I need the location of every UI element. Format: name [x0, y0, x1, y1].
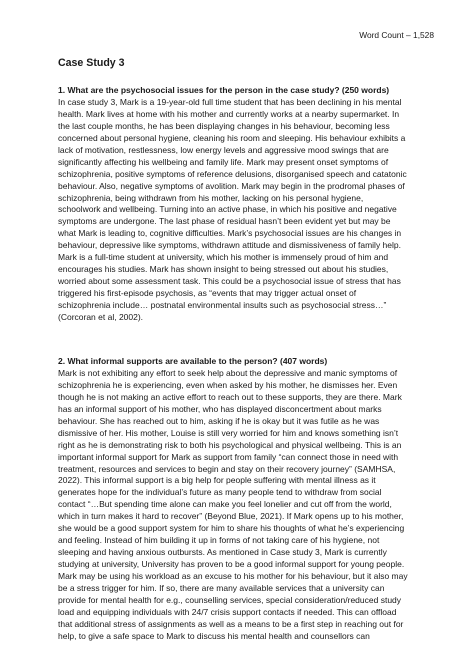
paragraph-line: lack of motivation, restlessness, low energy levels and aggressive mood swings that are	[58, 144, 389, 155]
paragraph-line: schoolwork and wellbeing. Turning into an active phase, in which his positive and negative	[58, 204, 397, 215]
case-study-title: Case Study 3	[58, 57, 125, 69]
paragraph-line: concerned about personal hygiene, cleaning his room and sleeping. His behaviour exhibits a	[58, 132, 406, 143]
paragraph-line: studying at university, University has proven to be a good informal support for young people.	[58, 559, 405, 570]
paragraph-line: triggered his first-episode psychosis, as “events that may trigger actual onset of	[58, 288, 357, 299]
paragraph-line: the last couple months, he has been displaying changes in his behaviour, becoming less	[58, 120, 390, 131]
paragraph-line: contact “…But spending time alone can make you feel lonelier and cut off from the world,	[58, 499, 392, 510]
paragraph-line: help, to give a safe space to Mark to discuss his mental health and counsellors can	[58, 630, 370, 641]
section-heading: 1. What are the psychosocial issues for the person in the case study? (250 words)	[58, 85, 390, 95]
paragraph-line: Mark is not exhibiting any effort to seek help about the depressive and manic symptoms of	[58, 367, 398, 378]
paragraph-line: she would be a good support system for him to share his thoughts of what he’s experiencing	[58, 523, 405, 534]
word-count: Word Count – 1,528	[359, 30, 434, 40]
paragraph-line: which in turn makes it hard to recover” (Beyond Blue, 2021). If Mark opens up to his mother,	[58, 511, 404, 522]
paragraph-line: worried about some assessment task. This could be a psychosocial issue of stress that has	[58, 276, 401, 287]
paragraph-line: In case study 3, Mark is a 19-year-old full time student that has been declining in his mental	[58, 96, 402, 107]
paragraph-line: what Mark is leading to, cognitive difficulties. Mark’s psychosocial issues are his changes in	[58, 228, 402, 239]
paragraph-line: behaviour. She has reached out to him, asking if he is okay but it was futile as he was	[58, 415, 380, 426]
paragraph-line: sleeping and having anxious outbursts. As mentioned in Case study 3, Mark is currently	[58, 547, 387, 558]
paragraph-line: behaviour. Also, negative symptoms of avolition. Mark may begin in the prodromal phases of	[58, 180, 405, 191]
paragraph-line: behaviour, depressive like symptoms, withdrawn attitude and dismissiveness of family help.	[58, 240, 401, 251]
paragraph-line: be a stress trigger for him. If so, there are many available services that a university can	[58, 583, 385, 594]
paragraph-line: provide for mental health for e.g., counselling services, special consideration/reduced study	[58, 595, 402, 606]
paragraph-line: load and equipping individuals with 24/7 crisis support contacts if needed. This can offload	[58, 606, 397, 617]
paragraph-line: that additional stress of assignments as well as a means to be a first step in reaching out for	[58, 618, 404, 629]
paragraph-line: (Corcoran et al, 2002).	[58, 312, 144, 323]
section-psychosocial-issues	[58, 85, 440, 324]
paragraph-line: Mark may be using his workload as an excuse to his mother for his behaviour, but it also may	[58, 571, 408, 582]
paragraph-line: schizophrenia, being withdrawn from his mother, lacking on his personal hygiene,	[58, 192, 364, 203]
paragraph-line: has an informal support of his mother, who has displayed disconcertment about marks	[58, 403, 382, 414]
paragraph-line: treatment, resources and services to begin and stay on their recovery journey” (SAMHSA,	[58, 463, 396, 474]
paragraph-line: schizophrenia, positive symptoms of reference delusions, disorganised speech and catatonic	[58, 168, 407, 179]
paragraph-line: important informal support for Mark as support from family “can connect those in need with	[58, 451, 399, 462]
paragraph-line: though he is not making an active effort to reach out to these supports, they are there. Mark	[58, 391, 402, 402]
section-body	[58, 97, 440, 324]
section-body	[58, 368, 440, 643]
paragraph-line: generates hope for the individual’s future as many people tend to withdraw from social	[58, 487, 382, 498]
paragraph-line: significantly affecting his wellbeing and family life. Mark may present onset symptoms of	[58, 156, 389, 167]
paragraph-line: 2022). This informal support is a big help for people suffering with mental illness as it	[58, 475, 376, 486]
paragraph-line: encourages his studies. Mark has shown insight to being stressed out about his studies,	[58, 264, 389, 275]
section-informal-supports	[58, 356, 440, 643]
paragraph-line: schizophrenia he is experiencing, even when asked by his mother, he dismisses her. Even	[58, 379, 398, 390]
paragraph-line: dismissive of her. His mother, Louise is still very worried for him and knows something isn’t	[58, 427, 399, 438]
paragraph-line: Mark is a full-time student at university, which his mother is immensely proud of him and	[58, 252, 389, 263]
paragraph-line: right as he is demonstrating risk to both his psychological and physical wellbeing. This is an	[58, 439, 402, 450]
paragraph-line: schizophrenia include… postnatal environmental insults such as psychosocial stress…”	[58, 300, 387, 311]
paragraph-line: health. Mark lives at home with his mother and currently works at a nearby supermarket. In	[58, 108, 400, 119]
paragraph-line: and feeling. Instead of him building it up in forms of not taking care of his hygiene, not	[58, 535, 380, 546]
section-heading: 2. What informal supports are available to the person? (407 words)	[58, 356, 328, 366]
paragraph-line: symptoms are undergone. The last phase of residual hasn’t been evident yet but may be	[58, 216, 391, 227]
